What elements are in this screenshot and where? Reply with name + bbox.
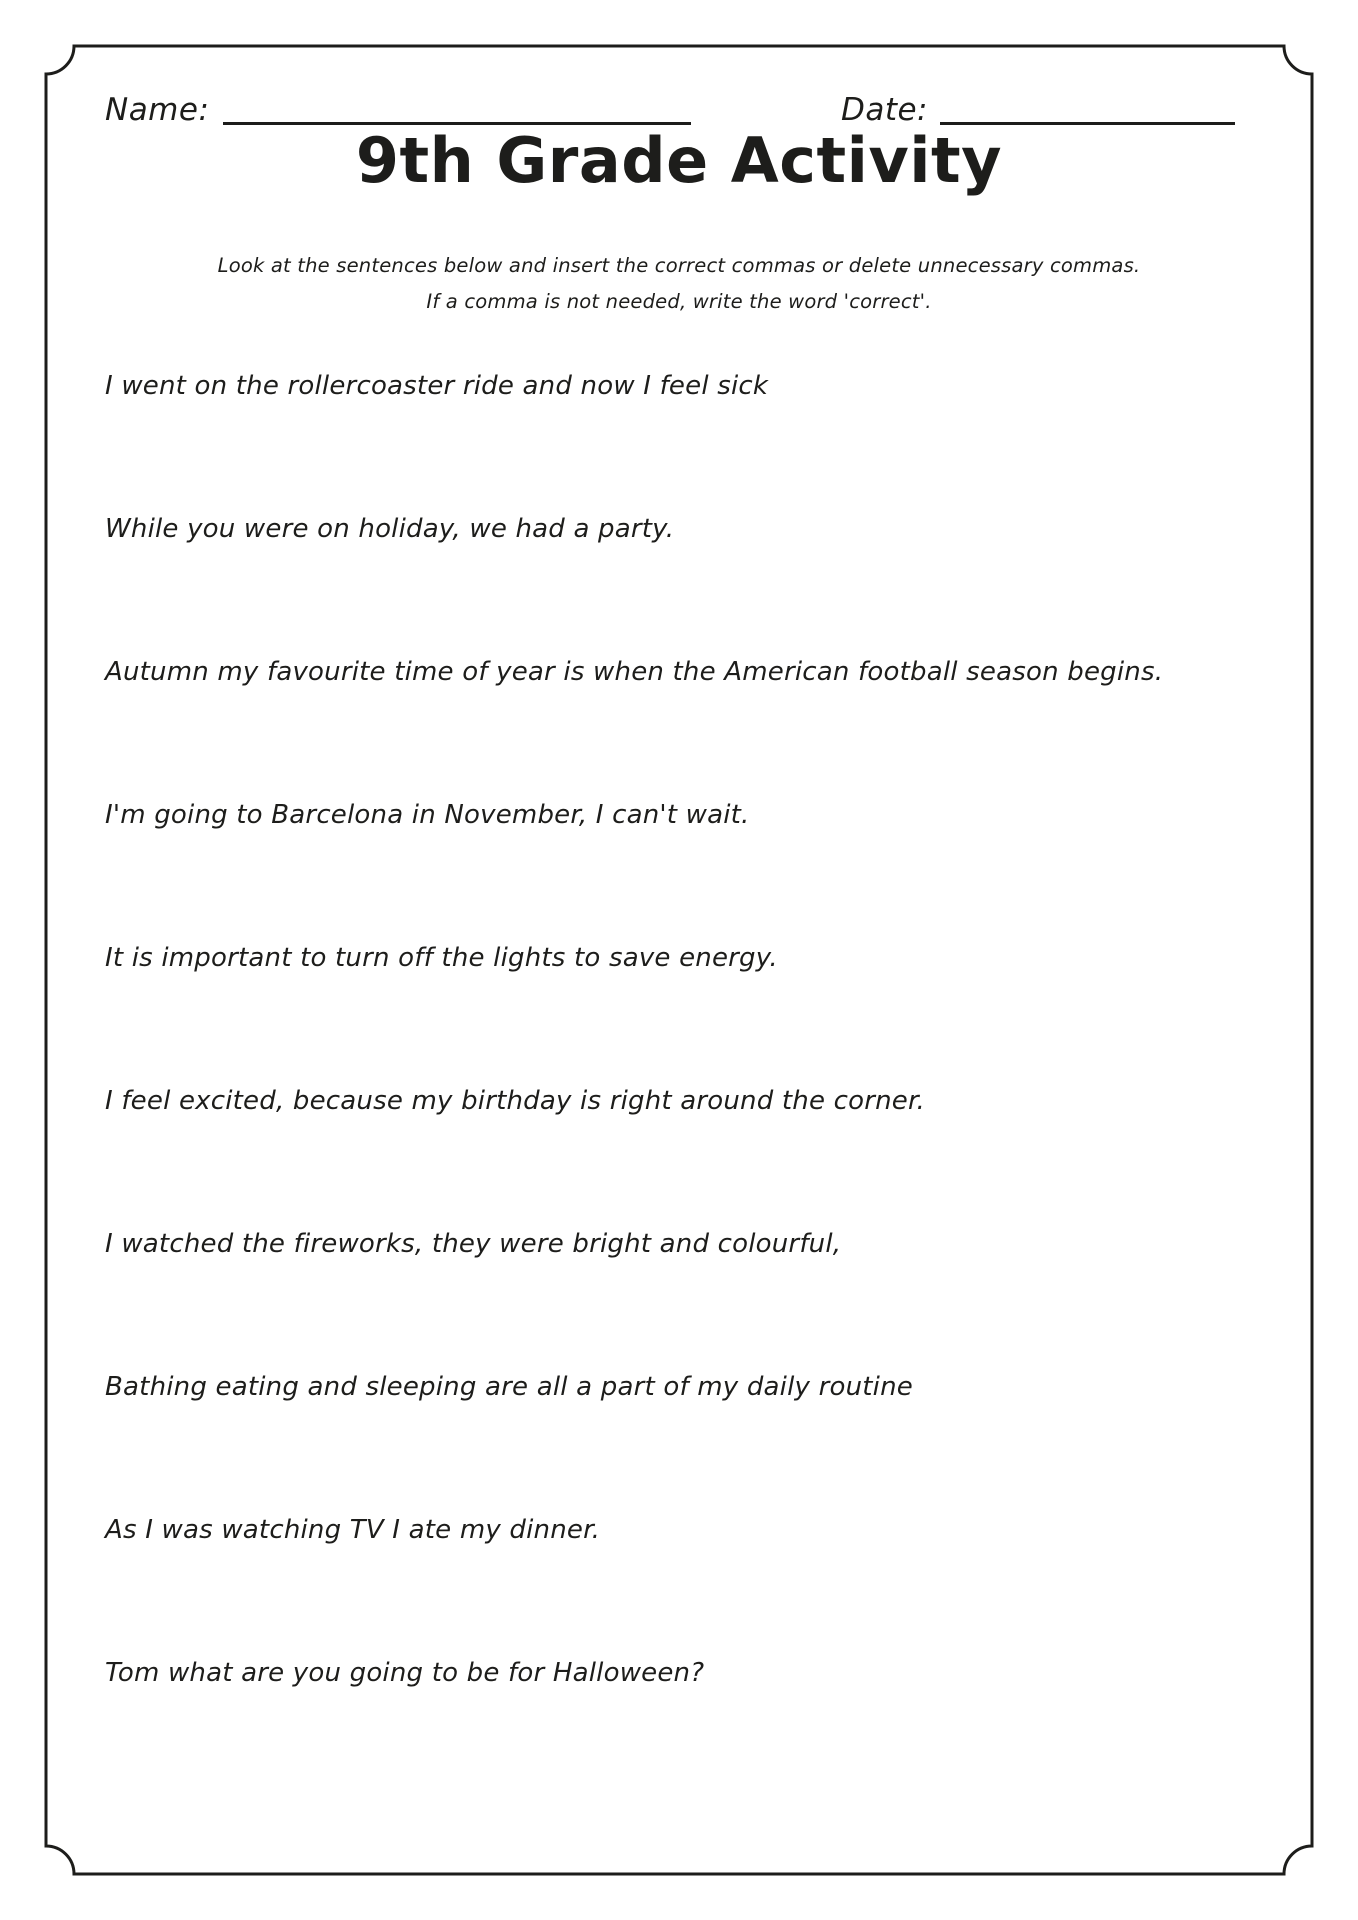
sentence-item: While you were on holiday, we had a party. [105,514,675,544]
header-row [105,86,1235,128]
sentence-item: As I was watching TV I ate my dinner. [105,1515,601,1545]
name-write-line [223,86,691,125]
date-label: Date: [840,92,928,128]
instruction-line-2: If a comma is not needed, write the word 'correct'. [426,290,932,313]
name-label: Name: [105,92,210,128]
sentence-item: I went on the rollercoaster ride and now I feel sick [105,371,769,401]
sentence-item: I watched the fireworks, they were bright and colourful, [105,1229,842,1259]
sentence-list [105,370,1298,1689]
date-write-line [940,86,1235,125]
sentence-item: It is important to turn off the lights to save energy. [105,943,778,973]
sentence-item: I feel excited, because my birthday is right around the corner. [105,1086,925,1116]
sentence-item: Tom what are you going to be for Halloween? [105,1658,705,1688]
instructions [0,248,1358,320]
sentence-item: Bathing eating and sleeping are all a part of my daily routine [105,1372,913,1402]
instruction-line-1: Look at the sentences below and insert the correct commas or delete unnecessary commas. [217,254,1141,277]
sentence-item: Autumn my favourite time of year is when the American football season begins. [105,657,1164,687]
sentence-item: I'm going to Barcelona in November, I can't wait. [105,800,750,830]
page-title: 9th Grade Activity [355,124,1003,197]
